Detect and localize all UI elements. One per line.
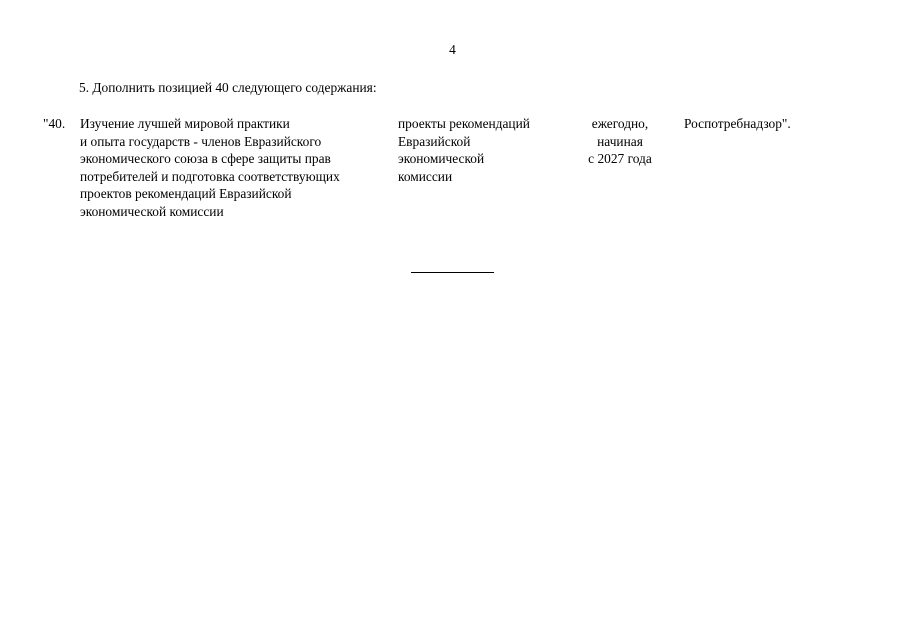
- measure-name-line: Изучение лучшей мировой практики: [80, 116, 290, 131]
- responsible-executor: Роспотребнадзор".: [684, 116, 791, 131]
- measure-name-line: проектов рекомендаций Евразийской: [80, 186, 292, 201]
- measure-name-line: экономического союза в сфере защиты прав: [80, 151, 331, 166]
- measure-name-line: потребителей и подготовка соответствующих: [80, 168, 340, 184]
- expected-result-line: Евразийской: [398, 133, 471, 149]
- expected-result-line: комиссии: [398, 168, 453, 184]
- deadline: [572, 115, 668, 168]
- amendment-intro: 5. Дополнить позицией 40 следующего содержания:: [79, 80, 377, 95]
- measure-name-line: и опыта государств - членов Евразийского: [80, 133, 322, 149]
- expected-result: [398, 115, 530, 185]
- expected-result-line: проекты рекомендаций: [398, 116, 530, 131]
- page-number: 4: [449, 42, 456, 57]
- measure-name-line: экономической комиссии: [80, 203, 224, 219]
- expected-result-line: экономической: [398, 151, 485, 166]
- end-separator-line: [411, 272, 494, 273]
- deadline-line: ежегодно,: [591, 116, 649, 131]
- measure-name: [80, 115, 340, 220]
- deadline-line: начиная: [597, 133, 643, 149]
- position-number: "40.: [43, 116, 66, 131]
- table-row: [0, 115, 905, 225]
- deadline-line: с 2027 года: [588, 151, 652, 166]
